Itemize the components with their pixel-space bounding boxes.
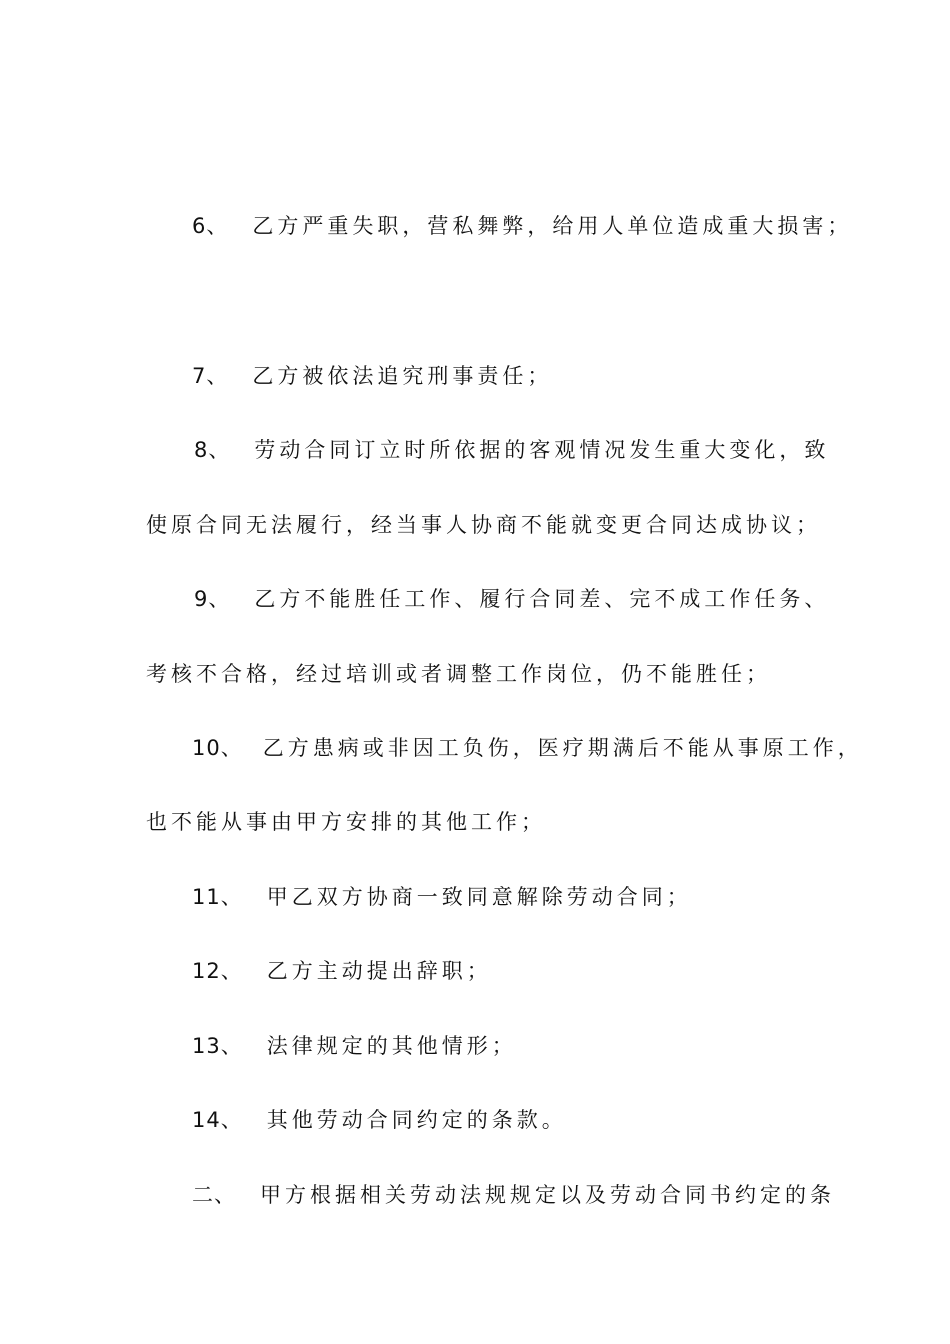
item-text: 其他劳动合同约定的条款。: [266, 1108, 567, 1132]
item-number: 13、: [192, 1034, 243, 1058]
item-text: 使原合同无法履行，经当事人协商不能就变更合同达成协议；: [146, 513, 821, 537]
list-item-continuation: [146, 659, 771, 689]
list-item: [192, 733, 863, 763]
list-item-continuation: [146, 510, 821, 540]
item-text: 也不能从事由甲方安排的其他工作；: [146, 810, 546, 834]
list-item: [192, 882, 692, 912]
item-number: 10、: [192, 736, 243, 760]
item-number: 11、: [192, 885, 243, 909]
list-item: [192, 1031, 517, 1061]
item-number: 14、: [192, 1108, 243, 1132]
list-item: [194, 584, 829, 614]
list-item: [192, 1105, 567, 1135]
item-text: 乙方患病或非因工负伤，医疗期满后不能从事原工作，: [262, 736, 863, 760]
section-number: 二、: [192, 1183, 236, 1207]
item-text: 劳动合同订立时所依据的客观情况发生重大变化，致: [254, 438, 830, 462]
item-number: 7、: [192, 364, 229, 388]
list-item: [192, 956, 492, 986]
list-item-continuation: [146, 807, 546, 837]
item-text: 考核不合格，经过培训或者调整工作岗位，仍不能胜任；: [146, 662, 771, 686]
section-heading-line: [192, 1180, 835, 1210]
item-text: 乙方严重失职，营私舞弊，给用人单位造成重大损害；: [252, 214, 853, 238]
item-number: 8、: [194, 438, 231, 462]
item-number: 12、: [192, 959, 243, 983]
item-number: 9、: [194, 587, 231, 611]
list-item: [194, 435, 829, 465]
list-item: [192, 211, 852, 241]
item-text: 法律规定的其他情形；: [266, 1034, 517, 1058]
item-text: 甲乙双方协商一致同意解除劳动合同；: [266, 885, 692, 909]
item-text: 乙方不能胜任工作、履行合同差、完不成工作任务、: [254, 587, 830, 611]
item-text: 乙方被依法追究刑事责任；: [252, 364, 553, 388]
list-item: [192, 361, 552, 391]
section-text: 甲方根据相关劳动法规规定以及劳动合同书约定的条: [260, 1183, 835, 1207]
item-number: 6、: [192, 214, 229, 238]
item-text: 乙方主动提出辞职；: [266, 959, 492, 983]
